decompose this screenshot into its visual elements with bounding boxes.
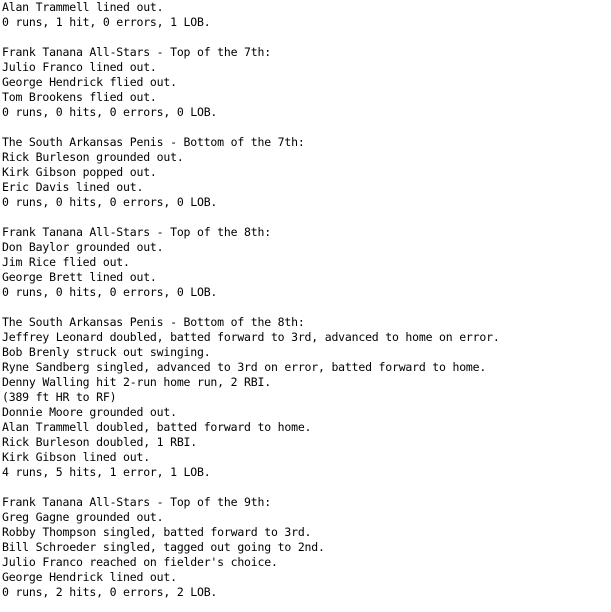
log-line: Julio Franco lined out. (2, 60, 157, 74)
inning-summary: 0 runs, 0 hits, 0 errors, 0 LOB. (2, 285, 218, 299)
log-line (2, 30, 500, 45)
play-by-play-log (2, 0, 500, 600)
log-line: Donnie Moore grounded out. (2, 405, 177, 419)
log-line: George Hendrick lined out. (2, 570, 177, 584)
log-line: Eric Davis lined out. (2, 180, 144, 194)
inning-summary: 0 runs, 0 hits, 0 errors, 0 LOB. (2, 195, 218, 209)
inning-header: The South Arkansas Penis - Bottom of the 8th: (2, 315, 305, 329)
log-line: Kirk Gibson lined out. (2, 450, 150, 464)
log-line (2, 120, 500, 135)
log-line (2, 300, 500, 315)
log-line: Don Baylor grounded out. (2, 240, 164, 254)
log-line: Bob Brenly struck out swinging. (2, 345, 211, 359)
log-line: Rick Burleson grounded out. (2, 150, 184, 164)
log-line: Kirk Gibson popped out. (2, 165, 157, 179)
log-line: Bill Schroeder singled, tagged out going to 2nd. (2, 540, 325, 554)
inning-header: The South Arkansas Penis - Bottom of the 7th: (2, 135, 305, 149)
log-line: Ryne Sandberg singled, advanced to 3rd on error, batted forward to home. (2, 360, 487, 374)
log-line: Greg Gagne grounded out. (2, 510, 164, 524)
log-line: Tom Brookens flied out. (2, 90, 157, 104)
log-line: Alan Trammell doubled, batted forward to home. (2, 420, 312, 434)
inning-summary: 0 runs, 2 hits, 0 errors, 2 LOB. (2, 585, 218, 599)
log-line: Alan Trammell lined out. (2, 0, 164, 14)
inning-header: Frank Tanana All-Stars - Top of the 8th: (2, 225, 271, 239)
log-line: 0 runs, 1 hit, 0 errors, 1 LOB. (2, 15, 211, 29)
log-line: George Hendrick flied out. (2, 75, 177, 89)
log-line: Rick Burleson doubled, 1 RBI. (2, 435, 197, 449)
inning-summary: 0 runs, 0 hits, 0 errors, 0 LOB. (2, 105, 218, 119)
log-line: Denny Walling hit 2-run home run, 2 RBI. (2, 375, 271, 389)
log-line: Robby Thompson singled, batted forward to 3rd. (2, 525, 312, 539)
log-line (2, 480, 500, 495)
log-line: Jim Rice flied out. (2, 255, 130, 269)
log-line (2, 210, 500, 225)
inning-summary: 4 runs, 5 hits, 1 error, 1 LOB. (2, 465, 211, 479)
log-line: (389 ft HR to RF) (2, 390, 117, 404)
log-line: George Brett lined out. (2, 270, 157, 284)
inning-header: Frank Tanana All-Stars - Top of the 7th: (2, 45, 271, 59)
inning-header: Frank Tanana All-Stars - Top of the 9th: (2, 495, 271, 509)
log-line: Julio Franco reached on fielder's choice. (2, 555, 278, 569)
log-line: Jeffrey Leonard doubled, batted forward to 3rd, advanced to home on error. (2, 330, 500, 344)
